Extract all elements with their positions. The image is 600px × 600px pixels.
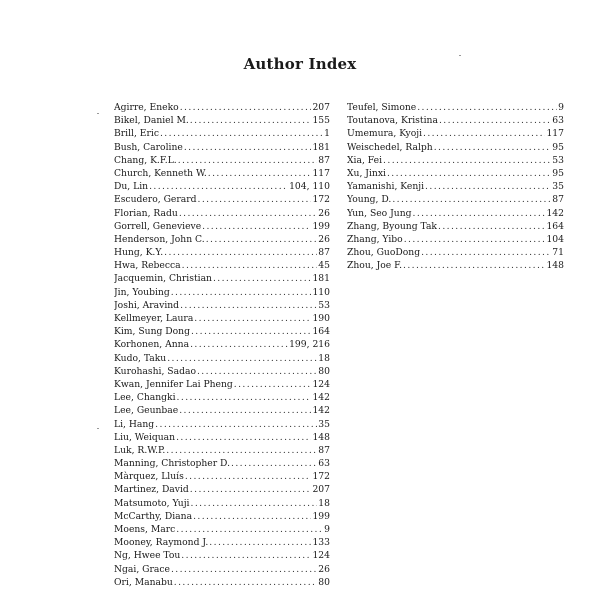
dot-leader: [191, 497, 318, 510]
index-entry: [347, 246, 564, 259]
index-entry: [114, 378, 330, 391]
author-name: Escudero, Gerard: [114, 194, 197, 206]
page-numbers: 117: [312, 167, 330, 179]
index-entry: [347, 207, 564, 220]
index-entry: [114, 352, 330, 365]
page-numbers: 53: [318, 299, 330, 311]
author-name: Toutanova, Kristina: [347, 115, 438, 127]
index-entry: [114, 510, 330, 523]
page-numbers: 80: [318, 576, 330, 588]
author-name: Gorrell, Genevieve: [114, 220, 202, 232]
dot-leader: [387, 167, 551, 180]
dot-leader: [439, 114, 551, 127]
dot-leader: [190, 483, 312, 496]
author-name: Brill, Eric: [114, 128, 159, 140]
dot-leader: [191, 325, 311, 338]
dot-leader: [182, 259, 318, 272]
index-entry: [114, 272, 330, 285]
author-name: Weischedel, Ralph: [347, 141, 433, 153]
author-name: Màrquez, Lluís: [114, 471, 184, 483]
dot-leader: [438, 220, 545, 233]
page-numbers: 9: [324, 524, 330, 535]
dot-leader: [178, 154, 318, 167]
index-entry: [114, 154, 330, 167]
author-name: Chang, K.F.L.: [114, 154, 177, 166]
index-entry: [114, 338, 330, 351]
author-name: Young, D.: [347, 194, 392, 206]
author-name: Bikel, Daniel M.: [114, 115, 189, 127]
page-numbers: 95: [552, 167, 564, 179]
page-numbers: 199: [312, 220, 330, 232]
author-name: Zhou, Joe F.: [347, 260, 403, 272]
page-numbers: 71: [552, 247, 564, 259]
page-numbers: 35: [318, 418, 330, 430]
page-numbers: 148: [546, 260, 564, 272]
dot-leader: [213, 272, 311, 285]
index-entry: [114, 404, 330, 417]
author-name: Zhang, Byoung Tak: [347, 220, 437, 232]
index-entry: [114, 418, 330, 431]
dot-leader: [423, 127, 545, 140]
dot-leader: [425, 180, 551, 193]
index-entry: [114, 549, 330, 562]
dot-leader: [166, 444, 317, 457]
dot-leader: [202, 220, 311, 233]
index-entry: [347, 220, 564, 233]
index-entry: [114, 114, 330, 127]
index-entry: [114, 431, 330, 444]
dot-leader: [184, 141, 312, 154]
index-entry: [347, 233, 564, 246]
index-entry: [114, 220, 330, 233]
page-numbers: 124: [312, 550, 330, 562]
author-name: Martinez, David: [114, 484, 189, 496]
page-numbers: 1: [324, 128, 330, 140]
page-numbers: 155: [312, 115, 330, 127]
page-numbers: 26: [318, 207, 330, 219]
author-name: Church, Kenneth W.: [114, 167, 207, 179]
author-name: Joshi, Aravind: [114, 299, 180, 311]
index-entry: [114, 536, 330, 549]
author-name: Yun, Seo Jung: [347, 207, 412, 219]
dot-leader: [417, 101, 557, 114]
index-entry: [114, 497, 330, 510]
page-numbers: 172: [312, 471, 330, 483]
index-entry: [347, 101, 564, 114]
page-numbers: 199, 216: [289, 339, 330, 351]
page-numbers: 53: [552, 154, 564, 166]
index-entry: [114, 391, 330, 404]
author-name: Jacquemin, Christian: [114, 273, 212, 285]
index-entry: [114, 167, 330, 180]
dot-leader: [177, 391, 312, 404]
index-entry: [114, 470, 330, 483]
dot-leader: [197, 365, 317, 378]
page-numbers: 207: [312, 102, 330, 113]
index-entry: [347, 141, 564, 154]
page-numbers: 80: [318, 365, 330, 377]
index-entry: [114, 180, 330, 193]
page-numbers: 142: [312, 392, 330, 404]
index-entry: [114, 483, 330, 496]
page-numbers: 190: [312, 313, 330, 324]
index-entry: [114, 286, 330, 299]
page-numbers: 104, 110: [289, 181, 330, 193]
author-name: Florian, Radu: [114, 207, 178, 219]
author-name: Hwa, Rebecca: [114, 260, 181, 272]
dot-leader: [185, 470, 312, 483]
dot-leader: [180, 299, 317, 312]
dot-leader: [176, 523, 323, 536]
author-name: Moens, Marc: [114, 524, 176, 535]
page-numbers: 181: [312, 273, 330, 285]
dot-leader: [413, 207, 546, 220]
index-entry: [347, 180, 564, 193]
author-name: Kim, Sung Dong: [114, 326, 190, 338]
index-entry: [114, 127, 330, 140]
index-entry: [347, 167, 564, 180]
page-numbers: 199: [312, 510, 330, 522]
author-name: Li, Hang: [114, 418, 155, 430]
author-name: Umemura, Kyoji: [347, 128, 423, 140]
dot-leader: [383, 154, 551, 167]
dot-leader: [190, 114, 312, 127]
page-numbers: 95: [552, 141, 564, 153]
page-numbers: 164: [546, 220, 564, 232]
page-numbers: 87: [318, 444, 330, 456]
author-name: Xu, Jinxi: [347, 167, 386, 179]
dot-leader: [149, 180, 288, 193]
dot-leader: [167, 352, 317, 365]
index-entry: [114, 259, 330, 272]
dot-leader: [181, 549, 311, 562]
author-name: Ori, Manabu: [114, 576, 173, 588]
page-numbers: 172: [312, 194, 330, 206]
author-name: Ng, Hwee Tou: [114, 550, 181, 562]
dot-leader: [176, 431, 311, 444]
author-name: Lee, Changki: [114, 392, 176, 404]
index-entry: [114, 207, 330, 220]
page-numbers: 26: [318, 563, 330, 575]
author-name: Bush, Caroline: [114, 141, 183, 153]
page-numbers: 181: [312, 141, 330, 153]
dot-leader: [231, 457, 317, 470]
page-numbers: 148: [312, 431, 330, 443]
dot-leader: [234, 378, 312, 391]
author-name: Luk, R.W.P.: [114, 444, 166, 456]
author-name: Kudo, Taku: [114, 352, 167, 364]
index-entry: [114, 141, 330, 154]
author-name: Mooney, Raymond J.: [114, 537, 209, 549]
dot-leader: [174, 576, 318, 589]
page-numbers: 142: [312, 405, 330, 417]
author-name: Teufel, Simone: [347, 102, 417, 113]
author-name: Manning, Christopher D.: [114, 458, 231, 470]
author-name: Du, Lin: [114, 181, 149, 193]
index-entry: [114, 457, 330, 470]
scan-speck: [97, 428, 99, 429]
index-entry: [114, 563, 330, 576]
dot-leader: [179, 404, 311, 417]
page-numbers: 45: [318, 260, 330, 272]
index-entry: [347, 154, 564, 167]
index-entry: [114, 101, 330, 114]
page-numbers: 63: [318, 458, 330, 470]
author-name: Ngai, Grace: [114, 563, 170, 575]
dot-leader: [179, 207, 317, 220]
scan-speck: [459, 55, 461, 56]
author-name: Lee, Geunbae: [114, 405, 179, 417]
dot-leader: [193, 510, 311, 523]
author-name: Hung, K.Y.: [114, 247, 164, 259]
author-name: Zhou, GuoDong: [347, 247, 421, 259]
dot-leader: [180, 101, 312, 114]
author-name: McCarthy, Diana: [114, 510, 193, 522]
index-entry: [347, 127, 564, 140]
dot-leader: [404, 233, 546, 246]
author-name: Korhonen, Anna: [114, 339, 190, 351]
dot-leader: [171, 563, 317, 576]
dot-leader: [434, 141, 552, 154]
author-index-right-column: [347, 101, 564, 272]
dot-leader: [206, 233, 318, 246]
index-entry: [114, 233, 330, 246]
dot-leader: [208, 167, 312, 180]
index-entry: [114, 299, 330, 312]
index-entry: [114, 325, 330, 338]
author-name: Liu, Weiquan: [114, 431, 176, 443]
page-title: Author Index: [243, 55, 357, 73]
author-name: Kurohashi, Sadao: [114, 365, 196, 377]
index-entry: [347, 114, 564, 127]
author-index-left-column: [114, 101, 330, 589]
index-entry: [114, 523, 330, 536]
page-numbers: 110: [312, 286, 330, 298]
author-name: Matsumoto, Yuji: [114, 497, 190, 509]
dot-leader: [164, 246, 317, 259]
dot-leader: [209, 536, 311, 549]
dot-leader: [155, 418, 317, 431]
page-numbers: 63: [552, 115, 564, 127]
index-entry: [114, 365, 330, 378]
dot-leader: [194, 312, 311, 325]
index-entry: [114, 312, 330, 325]
page-numbers: 104: [546, 233, 564, 245]
index-entry: [114, 193, 330, 206]
dot-leader: [392, 193, 551, 206]
page-numbers: 9: [558, 102, 564, 113]
page-numbers: 35: [552, 181, 564, 193]
page-numbers: 124: [312, 378, 330, 390]
dot-leader: [421, 246, 551, 259]
dot-leader: [160, 127, 323, 140]
author-name: Agirre, Eneko: [114, 102, 179, 113]
dot-leader: [403, 259, 545, 272]
author-name: Zhang, Yibo: [347, 233, 403, 245]
author-name: Jin, Youbing: [114, 286, 170, 298]
page-numbers: 164: [312, 326, 330, 338]
dot-leader: [171, 286, 312, 299]
page-numbers: 87: [318, 154, 330, 166]
page-numbers: 133: [312, 537, 330, 549]
index-entry: [347, 259, 564, 272]
index-entry: [114, 246, 330, 259]
dot-leader: [198, 193, 312, 206]
page-numbers: 87: [552, 194, 564, 206]
author-name: Kwan, Jennifer Lai Pheng: [114, 378, 233, 390]
page-numbers: 207: [312, 484, 330, 496]
index-entry: [114, 444, 330, 457]
page-numbers: 142: [546, 207, 564, 219]
dot-leader: [190, 338, 288, 351]
author-name: Xia, Fei: [347, 154, 383, 166]
page-numbers: 87: [318, 247, 330, 259]
author-name: Kellmeyer, Laura: [114, 313, 194, 324]
author-name: Yamanishi, Kenji: [347, 181, 425, 193]
page-numbers: 18: [318, 352, 330, 364]
index-entry: [347, 193, 564, 206]
page-numbers: 18: [318, 497, 330, 509]
page-numbers: 26: [318, 233, 330, 245]
page-numbers: 117: [546, 128, 564, 140]
scan-speck: [97, 113, 99, 114]
author-name: Henderson, John C.: [114, 233, 205, 245]
index-entry: [114, 576, 330, 589]
